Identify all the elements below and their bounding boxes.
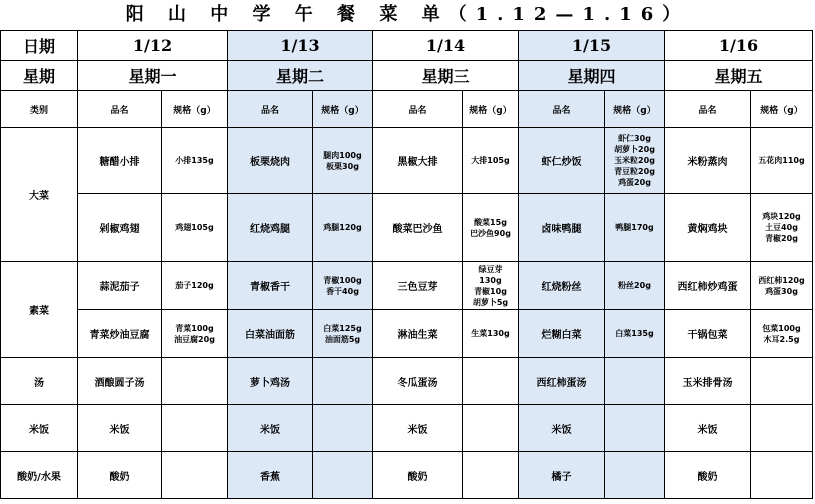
dish-name-veg2-wed: 淋油生菜 [373,310,463,358]
fruit-spec-empty-tue [313,452,373,499]
spec-line: 西红柿120g [758,275,805,285]
weekday-row [1,61,813,91]
dish-name-veg1-mon: 蒜泥茄子 [78,262,162,310]
dish-name-main2-tue: 红烧鸡腿 [228,194,313,262]
spec-header-mon: 规格（g） [162,91,228,128]
dish-name-veg2-mon: 青菜炒油豆腐 [78,310,162,358]
soup-spec-empty-wed [463,358,519,405]
spec-line: 青椒10g [474,286,507,296]
category-main: 大菜 [1,128,78,262]
spec-line: 鸭腿170g [615,223,654,232]
spec-header-wed: 规格（g） [463,91,519,128]
category-soup: 汤 [1,358,78,405]
spec-line: 鸡翅105g [175,223,214,232]
dish-spec-veg2-wed [463,310,519,358]
date-wed: 1/14 [373,31,519,61]
soup-item-thu: 西红柿蛋汤 [519,358,605,405]
rice-row [1,405,813,452]
category-header: 类别 [1,91,78,128]
date-fri: 1/16 [665,31,813,61]
veg-dish-row-1 [1,262,813,310]
spec-line: 香干40g [326,286,359,296]
dish-spec-veg1-tue [313,262,373,310]
fruit-item-fri: 酸奶 [665,452,751,499]
soup-spec-empty-fri [751,358,813,405]
spec-line: 粉丝20g [618,281,651,290]
rice-item-tue: 米饭 [228,405,313,452]
soup-spec-empty-tue [313,358,373,405]
spec-line: 青椒20g [765,234,798,243]
dish-name-veg2-thu: 烂糊白菜 [519,310,605,358]
soup-item-mon: 酒酿圆子汤 [78,358,162,405]
spec-line: 巴沙鱼90g [470,228,511,238]
dish-spec-main1-fri [751,128,813,194]
dish-spec-main1-tue [313,128,373,194]
rice-spec-empty-tue [313,405,373,452]
dish-name-main2-mon: 剁椒鸡翅 [78,194,162,262]
weekday-tue: 星期二 [228,61,373,91]
dish-header-thu: 品名 [519,91,605,128]
spec-line: 油面筋5g [324,334,361,344]
dish-name-veg1-wed: 三色豆芽 [373,262,463,310]
spec-line: 茄子120g [175,281,214,290]
dish-spec-main1-mon [162,128,228,194]
dish-spec-main2-mon [162,194,228,262]
dish-name-main1-tue: 板栗烧肉 [228,128,313,194]
spec-line: 胡萝卜20g [614,145,655,154]
spec-line: 小排135g [175,156,214,165]
date-thu: 1/15 [519,31,665,61]
dish-name-veg1-thu: 红烧粉丝 [519,262,605,310]
spec-line: 青椒100g [323,275,362,285]
fruit-item-mon: 酸奶 [78,452,162,499]
fruit-item-tue: 香蕉 [228,452,313,499]
spec-line: 鸡腿120g [323,223,362,232]
dish-spec-veg2-thu [605,310,665,358]
soup-spec-empty-mon [162,358,228,405]
rice-spec-empty-thu [605,405,665,452]
spec-line: 包菜100g [762,323,801,333]
dish-name-veg2-tue: 白菜油面筋 [228,310,313,358]
rice-item-mon: 米饭 [78,405,162,452]
fruit-spec-empty-wed [463,452,519,499]
dish-spec-veg2-fri [751,310,813,358]
dish-spec-main2-wed [463,194,519,262]
veg-dish-row-2 [1,310,813,358]
soup-spec-empty-thu [605,358,665,405]
dish-spec-main2-fri [751,194,813,262]
main-dish-row-1 [1,128,813,194]
spec-line: 绿豆芽 [478,264,503,274]
rice-item-thu: 米饭 [519,405,605,452]
dish-header-mon: 品名 [78,91,162,128]
dish-spec-main2-tue [313,194,373,262]
lunch-menu-table [0,30,813,499]
main-dish-row-2 [1,194,813,262]
weekday-mon: 星期一 [78,61,228,91]
spec-line: 青豆粒20g [614,167,655,176]
dish-spec-main2-thu [605,194,665,262]
fruit-item-wed: 酸奶 [373,452,463,499]
rice-item-fri: 米饭 [665,405,751,452]
spec-line: 鸡蛋20g [618,178,651,187]
weekday-thu: 星期四 [519,61,665,91]
column-header-row [1,91,813,128]
spec-line: 油豆腐20g [174,334,215,344]
dish-name-main1-mon: 糖醋小排 [78,128,162,194]
category-fruit: 酸奶/水果 [1,452,78,499]
dish-name-main1-fri: 米粉蒸肉 [665,128,751,194]
fruit-spec-empty-thu [605,452,665,499]
dish-header-wed: 品名 [373,91,463,128]
rice-spec-empty-fri [751,405,813,452]
rice-spec-empty-mon [162,405,228,452]
soup-item-wed: 冬瓜蛋汤 [373,358,463,405]
spec-line: 土豆40g [765,223,798,232]
dish-name-main2-thu: 卤味鸭腿 [519,194,605,262]
spec-line: 酸菜15g [474,217,507,227]
fruit-spec-empty-mon [162,452,228,499]
category-rice: 米饭 [1,405,78,452]
spec-line: 白菜135g [615,329,654,338]
spec-line: 板栗30g [326,161,359,171]
dish-spec-veg1-fri [751,262,813,310]
spec-line: 生菜130g [471,329,510,338]
spec-line: 玉米粒20g [614,156,655,165]
weekday-label: 星期 [1,61,78,91]
dish-header-tue: 品名 [228,91,313,128]
dish-name-main2-fri: 黄焖鸡块 [665,194,751,262]
spec-header-fri: 规格（g） [751,91,813,128]
dish-spec-main1-wed [463,128,519,194]
date-mon: 1/12 [78,31,228,61]
dish-name-veg2-fri: 干锅包菜 [665,310,751,358]
rice-item-wed: 米饭 [373,405,463,452]
dish-spec-main1-thu [605,128,665,194]
dish-name-main2-wed: 酸菜巴沙鱼 [373,194,463,262]
spec-line: 鸡蛋30g [765,286,798,296]
spec-header-thu: 规格（g） [605,91,665,128]
spec-line: 虾仁30g [618,134,651,143]
category-veg: 素菜 [1,262,78,358]
weekday-fri: 星期五 [665,61,813,91]
spec-line: 大排105g [471,156,510,165]
dish-spec-veg2-mon [162,310,228,358]
spec-line: 腿肉100g [323,150,362,160]
spec-line: 白菜125g [323,323,362,333]
dish-name-veg1-fri: 西红柿炒鸡蛋 [665,262,751,310]
dish-spec-veg1-mon [162,262,228,310]
dish-spec-veg2-tue [313,310,373,358]
fruit-item-thu: 橘子 [519,452,605,499]
rice-spec-empty-wed [463,405,519,452]
dish-header-fri: 品名 [665,91,751,128]
fruit-row [1,452,813,499]
spec-line: 130g [479,275,502,285]
date-tue: 1/13 [228,31,373,61]
spec-line: 鸡块120g [762,212,801,221]
spec-line: 五花肉110g [758,156,805,165]
dish-spec-veg1-thu [605,262,665,310]
soup-row [1,358,813,405]
soup-item-fri: 玉米排骨汤 [665,358,751,405]
dish-spec-veg1-wed [463,262,519,310]
spec-line: 青菜100g [175,323,214,333]
dish-name-main1-wed: 黑椒大排 [373,128,463,194]
soup-item-tue: 萝卜鸡汤 [228,358,313,405]
fruit-spec-empty-fri [751,452,813,499]
dish-name-veg1-tue: 青椒香干 [228,262,313,310]
date-label: 日期 [1,31,78,61]
weekday-wed: 星期三 [373,61,519,91]
spec-line: 木耳2.5g [763,334,800,344]
date-row [1,31,813,61]
dish-name-main1-thu: 虾仁炒饭 [519,128,605,194]
spec-line: 胡萝卜5g [472,297,509,307]
spec-header-tue: 规格（g） [313,91,373,128]
menu-title: 阳 山 中 学 午 餐 菜 单（1.12—1.16） [125,4,690,25]
